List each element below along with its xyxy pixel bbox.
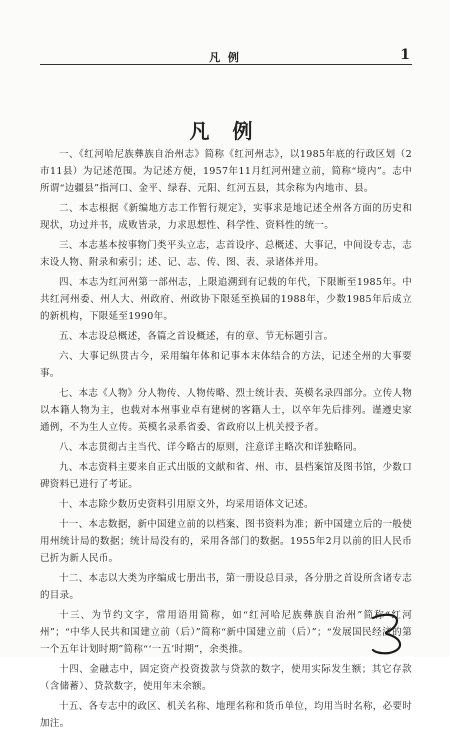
page-number: 1 bbox=[400, 47, 410, 63]
handwritten-page-mark bbox=[365, 610, 411, 656]
guideline-item: 一、《红河哈尼族彝族自治州志》简称《红河州志》，以1985年底的行政区划（2市11县）为记述范围。为记述方便，1957年11月红河州建立前，简称“境内”。志中所谓“边疆县”指河口、金平、绿春、元阳、红河五县，其余称为内地市、县。 bbox=[40, 149, 412, 194]
guideline-item: 六、大事记纵贯古今，采用编年体和记事本末体结合的方法，记述全州的大事要事。 bbox=[40, 351, 412, 379]
guideline-item: 九、本志资料主要来自正式出版的文献和省、州、市、县档案馆及图书馆，少数口碑资料已进行了考证。 bbox=[40, 462, 412, 490]
guidelines-list bbox=[40, 146, 412, 735]
guideline-item: 十一、本志数据，新中国建立前的以档案、图书资料为准；新中国建立后的一般使用州统计局的数据；统计局没有的，采用各部门的数据。1955年2月以前的旧人民币已折为新人民币。 bbox=[40, 519, 412, 564]
guideline-item: 五、本志设总概述，各篇之首设概述，有的章、节无标题引言。 bbox=[59, 331, 334, 342]
guideline-item: 十四、金融志中，固定资产投资拨款与贷款的数字，使用实际发生额；其它存款（含储蓄）、贷款数字，使用年末余额。 bbox=[40, 664, 412, 692]
page-title: 凡 例 bbox=[189, 119, 261, 143]
guideline-item: 八、本志贯彻古主当代、详今略古的原则，注意详主略次和详独略同。 bbox=[59, 442, 363, 453]
guideline-item: 二、本志根据《新编地方志工作暂行规定》，实事求是地记述全州各方面的历史和现状，功过并书，成败皆录，力求思想性、科学性、资料性的统一。 bbox=[40, 203, 412, 231]
header-rule bbox=[40, 64, 412, 65]
guideline-item: 十三、为节约文字，常用语用简称，如“红河哈尼族彝族自治州”简称“红河州”；“中华人民共和国建立前（后）”简称“新中国建立前（后）”；“发展国民经济的第一个五年计划时期”简称“‘一五’时期”，余类推。 bbox=[40, 610, 412, 655]
guideline-item: 十五、各专志中的政区、机关名称、地理名称和货币单位，均用当时名称，必要时加注。 bbox=[40, 701, 412, 729]
guideline-item: 十二、本志以大类为序编成七册出书，第一册设总目录，各分册之首设所含诸专志的目录。 bbox=[40, 573, 412, 601]
guideline-item: 十、本志除少数历史资料引用原文外，均采用语体文记述。 bbox=[59, 499, 314, 510]
guideline-item: 三、本志基本按事物门类平头立志，志首设序、总概述、大事记，中间设专志，志末设人物、附录和索引；述、记、志、传、图、表、录诸体并用。 bbox=[40, 240, 412, 268]
guideline-item: 四、本志为红河州第一部州志，上限追溯到有记载的年代，下限断至1985年。中共红河州委、州人大、州政府、州政协下限延至换届的1988年，少数1985年后成立的新机构，下限延至1990年。 bbox=[40, 277, 412, 322]
guideline-item: 七、本志《人物》分人物传、人物传略、烈士统计表、英模名录四部分。立传人物以本籍人物为主，也载对本州事业卓有建树的客籍人士，以卒年先后排列。谨遵史家通例，不为生人立传。英模名录系省委、省政府以上机关授予者。 bbox=[40, 388, 412, 433]
running-title: 凡 例 bbox=[209, 51, 241, 64]
running-header bbox=[40, 47, 410, 63]
